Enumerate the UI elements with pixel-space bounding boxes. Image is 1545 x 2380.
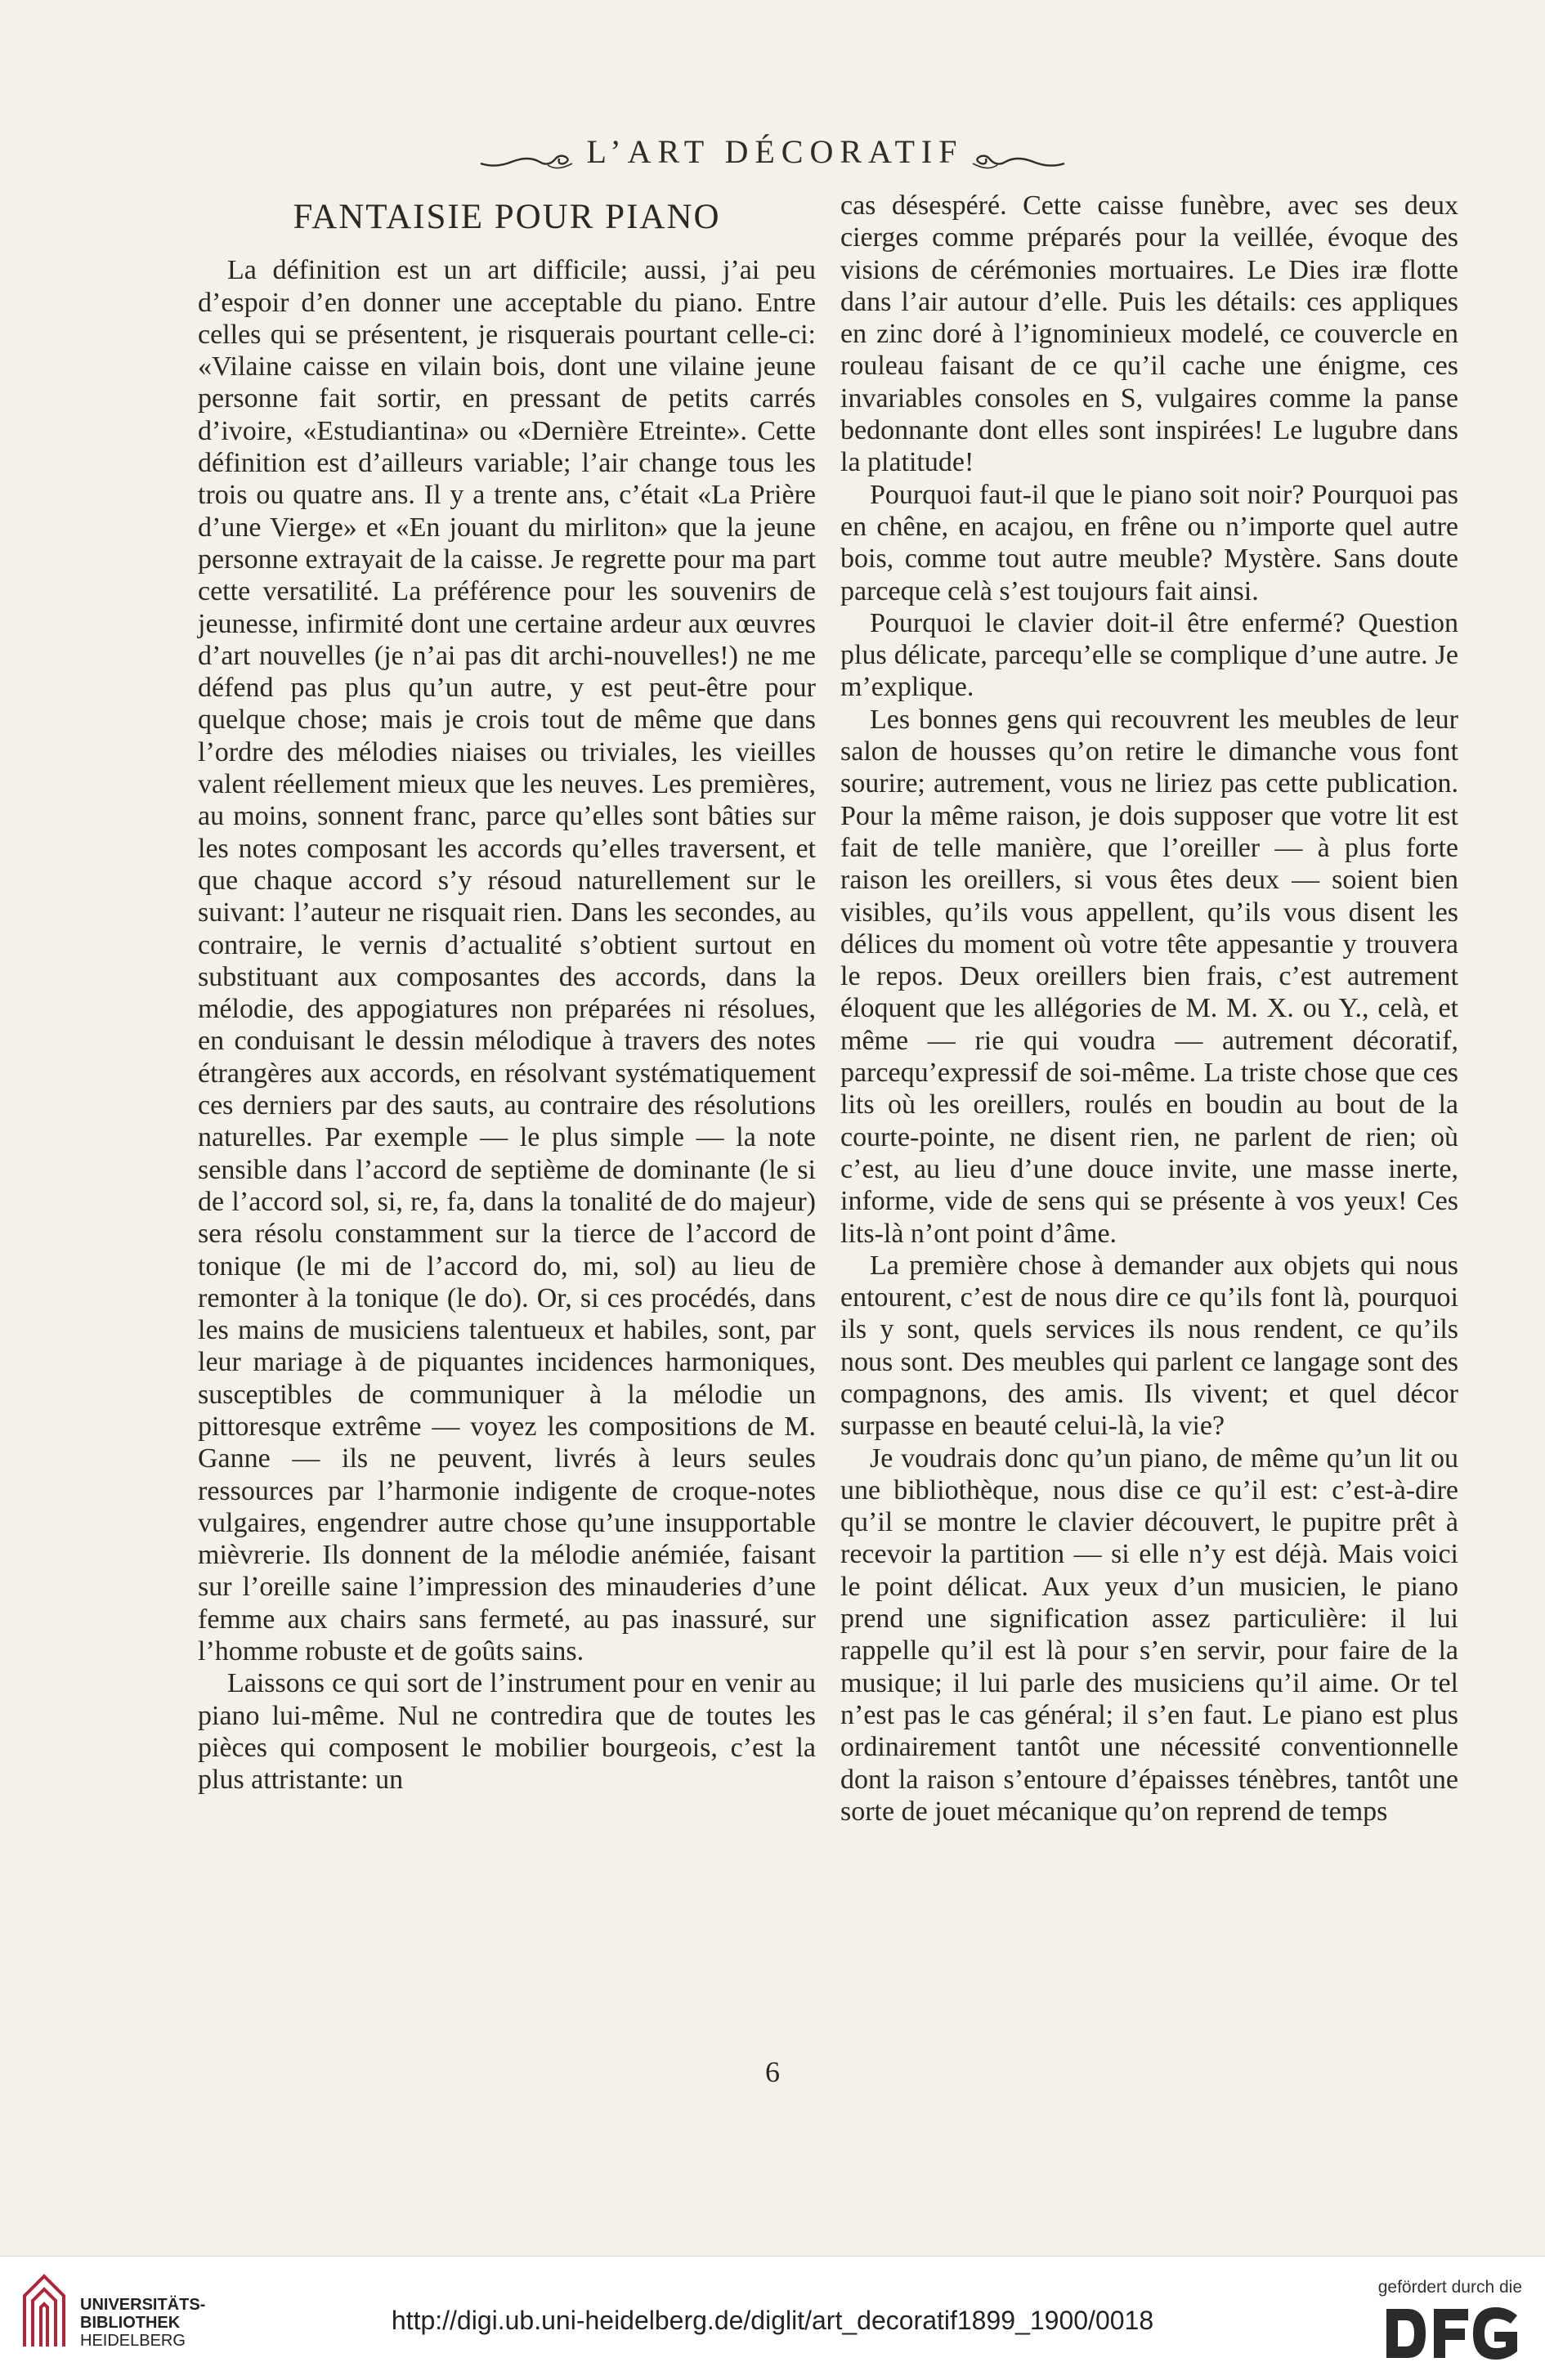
digitization-footer — [0, 2256, 1545, 2380]
article-title: FANTAISIE POUR PIANO — [293, 198, 721, 236]
left-column — [198, 190, 816, 1796]
dfg-logo-icon — [1383, 2304, 1522, 2363]
right-column — [840, 190, 1458, 1828]
paragraph: Je voudrais donc qu’un piano, de même qu’un lit ou une bibliothèque, nous dise ce qu’il est: c’est-à-dire qu’il se montre le clavier découvert, le pupitre prêt à recevoir la partition — si elle n’y est déjà. Mais voici le point délicat. Aux yeux d’un musicien, le piano prend une signification assez particulière: il lui rappelle qu’il est là pour s’en servir, pour faire de la musique; il lui parle des musiciens qu’il aime. Or tel n’est pas le cas général; il s’en faut. Le piano est plus ordinairement tantôt une nécessité conventionnelle dont la raison s’entoure d’épaisses ténèbres, tantôt une sorte de jouet mécanique qu’on reprend de temps — [840, 1443, 1458, 1827]
funding-caption: gefördert durch die — [1377, 2278, 1522, 2297]
library-name: UNIVERSITÄTS- BIBLIOTHEK HEIDELBERG — [80, 2296, 206, 2350]
page-number: 6 — [765, 2056, 780, 2088]
permalink-url[interactable]: http://digi.ub.uni-heidelberg.de/diglit/art_decoratif1899_1900/0018 — [391, 2306, 1154, 2335]
paragraph: La définition est un art difficile; aussi, j’ai peu d’espoir d’en donner une acceptable du piano. Entre celles qui se présentent, je risquerais pourtant celle-ci: «Vilaine caisse en vilain bois, dont une vilaine jeune personne fait sortir, en pressant de petits carrés d’ivoire, «Estudiantina» ou «Dernière Etreinte». Cette définition est d’ailleurs variable; l’air change tous les trois ou quatre ans. Il y a trente ans, c’était «La Prière d’une Vierge» et «En jouant du mirliton» que la jeune personne extrayait de la caisse. Je regrette pour ma part cette versatilité. La préférence pour les souvenirs de jeunesse, infirmité dont une certaine ardeur aux œuvres d’art nouvelles (je n’ai pas dit archi-nouvelles!) ne me défend pas plus qu’un autre, y est peut-être pour quelque chose; mais je crois tout de même que dans l’ordre des mélodies niaises ou triviales, les vieilles valent réellement mieux que les neuves. Les premières, au moins, sonnent franc, parce qu’elles sont bâties sur les notes composant les accords qu’elles traversent, et que chaque accord s’y résoud naturellement sur le suivant: l’auteur ne risquait rien. Dans les secondes, au contraire, le vernis d’actualité s’obtient surtout en substituant aux composantes des accords, dans la mélodie, des appogiatures non préparées ni résolues, en conduisant le dessin mélodique à travers des notes étrangères aux accords, en résolvant systématiquement ces derniers par des sauts, au contraire des résolutions naturelles. Par exemple — le plus simple — la note sensible dans l’accord de septième de dominante (le si de l’accord sol, si, re, fa, dans la tonalité de do majeur) sera résolu constamment sur la tierce de l’accord de tonique (le mi de l’accord do, mi, sol) au lieu de remonter à la tonique (le do). Or, si ces procédés, dans les mains de musiciens talentueux et habiles, sont, par leur mariage à de piquantes incidences harmoniques, susceptibles de communiquer à la mélodie un pittoresque extrême — voyez les compositions de M. Ganne — ils ne peuvent, livrés à leurs seules ressources par l’harmonie indigente de croque-notes vulgaires, engendrer autre chose qu’une insupportable mièvrerie. Ils donnent de la mélodie anémiée, faisant sur l’oreille saine l’impression des minauderies d’une femme aux chairs sans fermeté, au pas inassuré, sur l’homme robuste et de goûts sains. — [198, 255, 816, 1667]
paragraph: Pourquoi faut-il que le piano soit noir? Pourquoi pas en chêne, en acajou, en frêne ou n’importe quel autre bois, comme tout autre meuble? Mystère. Sans doute parceque celà s’est toujours fait ainsi. — [840, 479, 1458, 606]
paragraph: Pourquoi le clavier doit-il être enfermé? Question plus délicate, parcequ’elle se complique d’une autre. Je m’explique. — [840, 607, 1458, 703]
ornament-flourish-icon — [968, 143, 1066, 168]
paragraph: La première chose à demander aux objets qui nous entourent, c’est de nous dire ce qu’ils font là, pourquoi ils y sont, quels services ils nous rendent, ce qu’ils nous sont. Des meubles qui parlent ce langage sont des compagnons, des amis. Ils vivent; et quel décor surpasse en beauté celui-là, la vie? — [840, 1250, 1458, 1442]
ornament-flourish-icon — [479, 143, 577, 168]
paragraph: Les bonnes gens qui recouvrent les meubles de leur salon de housses qu’on retire le dimanche vous font sourire; autrement, vous ne liriez pas cette publication. Pour la même raison, je dois supposer que votre lit est fait de telle manière, que l’oreiller — à plus forte raison les oreillers, si vous êtes deux — soient bien visibles, qu’ils vous appellent, qu’ils vous disent les délices du moment où votre tête appesantie y trouvera le repos. Deux oreillers bien frais, c’est autrement éloquent que les allégories de M. M. X. ou Y., celà, et même — rie qui voudra — autrement décoratif, parcequ’expressif de soi-même. La triste chose que ces lits où les oreillers, roulés en boudin au bout de la courte-pointe, ne disent rien, ne parlent de rien; où c’est, au lieu d’une douce invite, une masse inerte, informe, vide de sens qui se présente à vos yeux! Ces lits-là n’ont point d’âme. — [840, 704, 1458, 1249]
paragraph: Laissons ce qui sort de l’instrument pour en venir au piano lui-même. Nul ne contredira que de toutes les pièces qui composent le mobilier bourgeois, c’est la plus attristante: un — [198, 1668, 816, 1796]
paragraph: cas désespéré. Cette caisse funèbre, avec ses deux cierges comme préparés pour la veillée, évoque des visions de cérémonies mortuaires. Le Dies iræ flotte dans l’air autour d’elle. Puis les détails: ces appliques en zinc doré à l’ignominieux modelé, ce couvercle en rouleau faisant de ce qu’il cache une énigme, ces invariables consoles en S, vulgaires comme la panse bedonnante dont elles sont inspirées! Le lugubre dans la platitude! — [840, 190, 1458, 478]
running-head — [0, 132, 1545, 171]
running-title: L’ART DÉCORATIF — [586, 133, 964, 170]
